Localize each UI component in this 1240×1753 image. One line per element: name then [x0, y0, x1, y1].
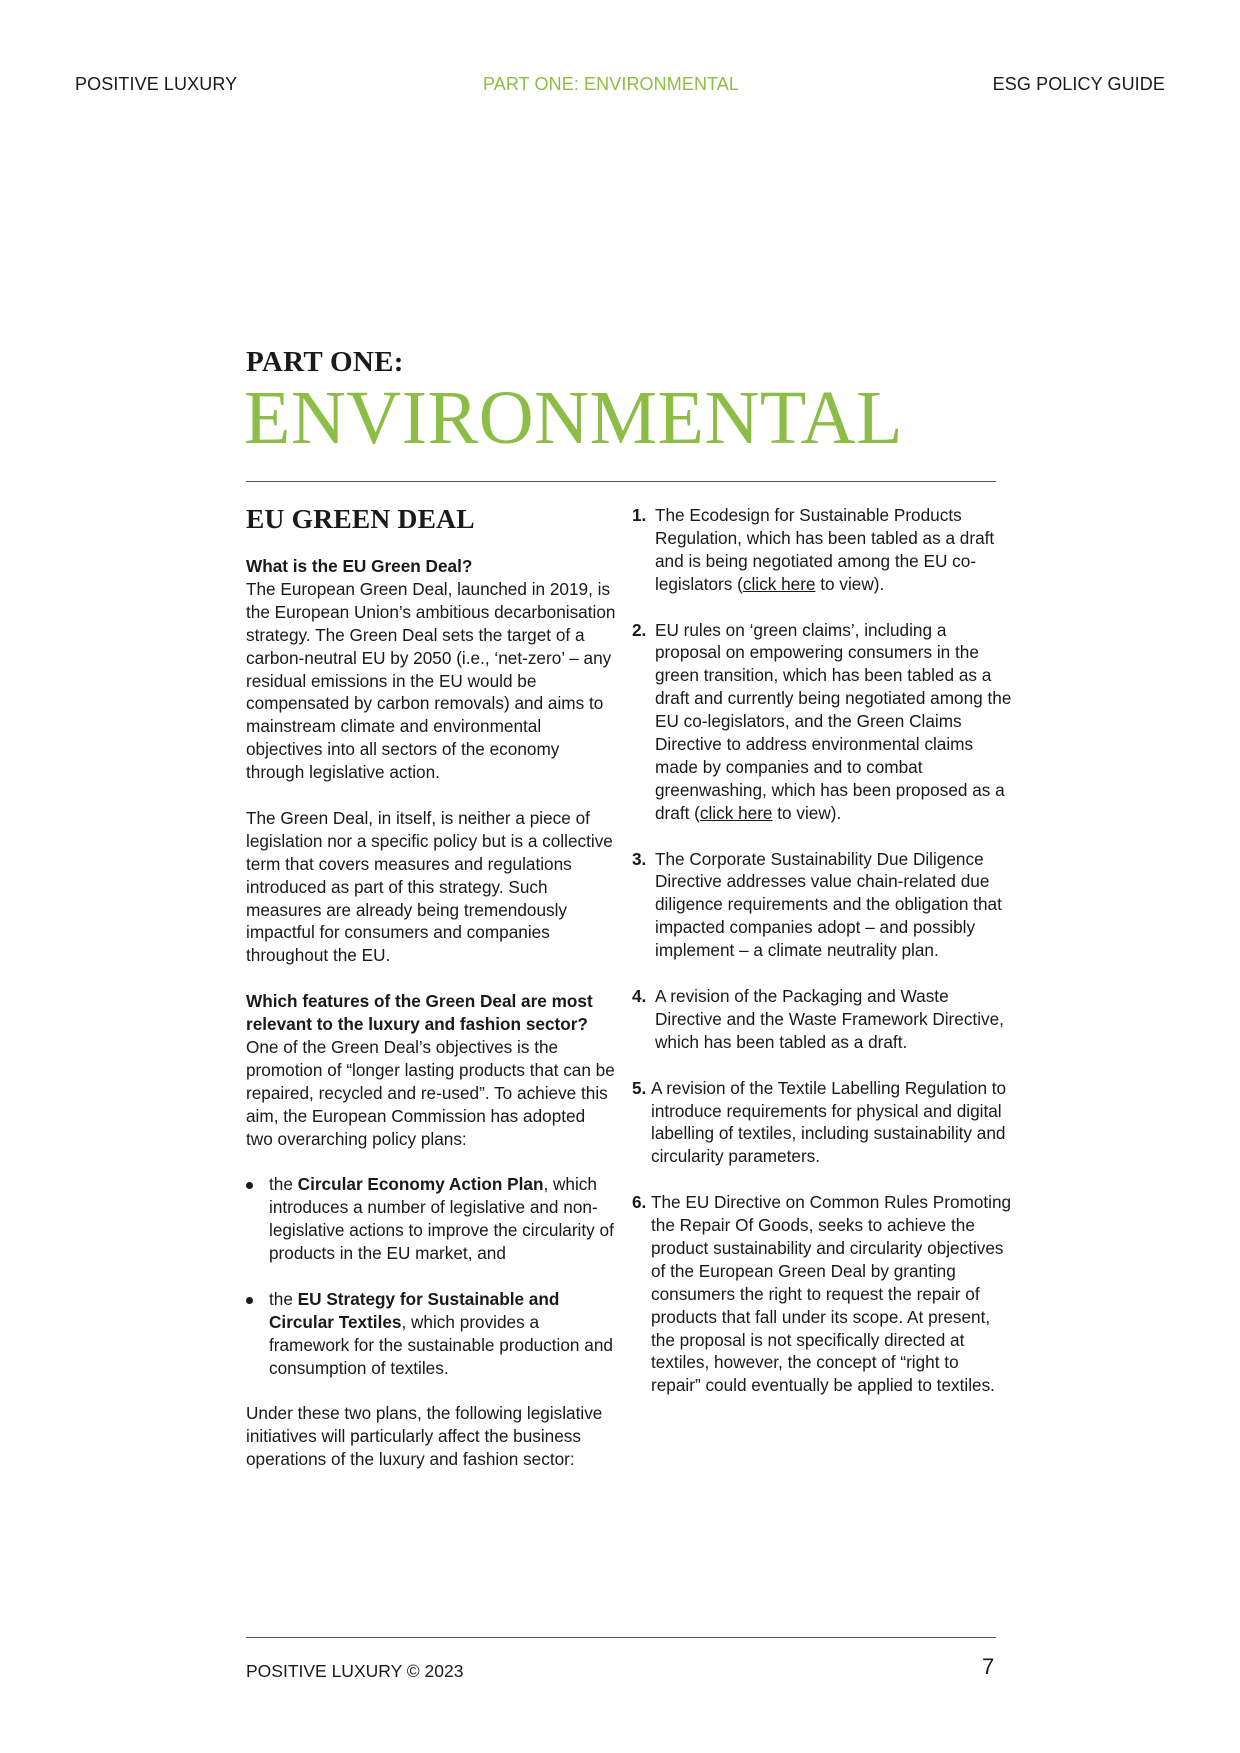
header-document-title: ESG POLICY GUIDE	[992, 74, 1165, 94]
list-item	[632, 619, 1012, 825]
list-item	[632, 504, 1012, 596]
item-number: 6.	[632, 1192, 647, 1213]
bottom-divider	[246, 1637, 996, 1638]
right-column	[632, 504, 1012, 1420]
list-item	[632, 985, 1012, 1054]
page-number: 7	[982, 1654, 995, 1679]
question-heading-1: What is the EU Green Deal?	[246, 556, 473, 576]
item-text: EU rules on ‘green claims’, including a proposal on empowering consumers in the green transition, which has been tabled as a draft and currently being negotiated among the EU co-legislators, and the Green Claims Directive to address environmental claims made by companies and to combat greenwashing, which has been proposed as a draft (	[655, 619, 1012, 823]
paragraph-4: Under these two plans, the following legislative initiatives will particularly affect the business operations of the luxury and fashion sector:	[246, 1403, 603, 1470]
initiatives-list	[632, 504, 1012, 1397]
click-here-link[interactable]: click here	[742, 573, 816, 594]
list-item	[632, 1077, 1012, 1169]
running-header	[75, 74, 1165, 96]
header-section: PART ONE: ENVIRONMENTAL	[483, 74, 740, 94]
list-item	[632, 1191, 1012, 1397]
item-text: The Corporate Sustainability Due Diligence Directive addresses value chain-related due diligence requirements and the obligation that impacted companies adopt – and possibly implement – a climate neutrality plan.	[655, 848, 1002, 961]
item-text: A revision of the Textile Labelling Regulation to introduce requirements for physical and digital labelling of textiles, including sustainability and circularity parameters.	[651, 1077, 1007, 1167]
item-number: 5.	[632, 1077, 647, 1098]
item-text-end: to view).	[772, 802, 842, 823]
bullet-suffix: , which introduces a number of legislative and non-legislative actions to improve the circularity of products in the EU market, and	[269, 1174, 614, 1264]
left-column	[246, 503, 616, 1471]
paragraph-3: One of the Green Deal’s objectives is the promotion of “longer lasting products that can be repaired, recycled and re-used”. To achieve this aim, the European Commission has adopted two overarching policy plans:	[246, 1037, 615, 1149]
bullet-icon	[246, 1182, 253, 1189]
bullet-suffix: , which provides a framework for the sustainable production and consumption of textiles.	[269, 1311, 613, 1378]
item-text: A revision of the Packaging and Waste Directive and the Waste Framework Directive, which has been tabled as a draft.	[655, 985, 1004, 1052]
footer-copyright: POSITIVE LUXURY © 2023	[246, 1661, 464, 1681]
bullet-prefix: the	[269, 1174, 298, 1195]
bullet-prefix: the	[269, 1288, 298, 1309]
item-text: The Ecodesign for Sustainable Products Regulation, which has been tabled as a draft and is being negotiated among the EU co-legislators (	[655, 505, 995, 594]
list-item	[246, 1288, 616, 1380]
header-publisher: POSITIVE LUXURY	[75, 74, 238, 94]
bullet-bold: Circular Economy Action Plan	[297, 1174, 544, 1195]
item-text-end: to view).	[815, 573, 885, 594]
policy-plan-list	[246, 1173, 616, 1379]
question-heading-2: Which features of the Green Deal are most relevant to the luxury and fashion sector?	[246, 991, 593, 1035]
bullet-bold: EU Strategy for Sustainable and Circular Textiles	[269, 1288, 560, 1332]
part-title: ENVIRONMENTAL	[244, 376, 903, 460]
item-text: The EU Directive on Common Rules Promoting the Repair Of Goods, seeks to achieve the product sustainability and circularity objectives of the European Green Deal by granting consumers the right to request the repair of products that fall under its scope. At present, the proposal is not specifically directed at textiles, however, the concept of “right to repair” could eventually be applied to textiles.	[651, 1192, 1012, 1396]
item-number: 2.	[632, 619, 647, 640]
item-number: 1.	[632, 505, 647, 525]
bullet-icon	[246, 1297, 253, 1304]
top-divider	[246, 481, 996, 482]
click-here-link[interactable]: click here	[699, 802, 773, 823]
paragraph-1: The European Green Deal, launched in 2019, is the European Union’s ambitious decarbonisation strategy. The Green Deal sets the target of a carbon-neutral EU by 2050 (i.e., ‘net-zero’ – any residual emissions in the EU would be compensated by carbon removals) and aims to mainstream climate and environmental objectives into all sectors of the economy through legislative action.	[246, 578, 616, 783]
list-item	[632, 848, 1012, 963]
item-number: 4.	[632, 985, 647, 1006]
item-number: 3.	[632, 848, 647, 869]
section-heading: EU GREEN DEAL	[246, 503, 475, 534]
part-label: PART ONE:	[246, 346, 404, 378]
list-item	[246, 1173, 616, 1265]
paragraph-2: The Green Deal, in itself, is neither a piece of legislation nor a specific policy but is a collective term that covers measures and regulations introduced as part of this strategy. Such measures are already being tremendously impactful for consumers and companies throughout the EU.	[246, 807, 613, 966]
